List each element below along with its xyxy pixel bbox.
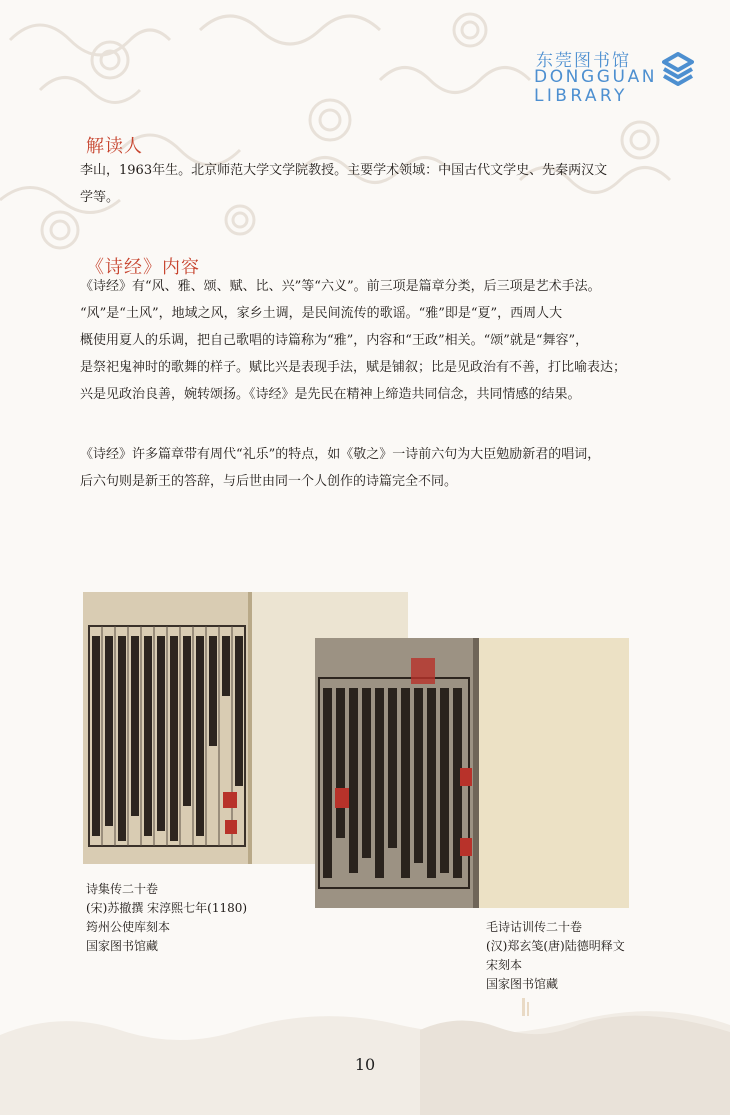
landscape-decoration — [0, 990, 730, 1115]
caption-line: 毛诗诂训传二十卷 — [486, 920, 583, 934]
text-line: “风”是“土风”，地域之风，家乡土调，是民间流传的歌谣。“雅”即是“夏”，西周人大 — [80, 306, 563, 321]
text-line: 学等。 — [80, 190, 120, 205]
text-line: 《诗经》有“风、雅、颂、赋、比、兴”等“六义”。前三项是篇章分类，后三项是艺术手法。 — [80, 279, 601, 294]
text-line: 《诗经》许多篇章带有周代“礼乐”的特点，如《敬之》一诗前六句为大臣勉励新君的唱词， — [80, 447, 601, 462]
content-heading: 《诗经》内容 — [86, 257, 200, 278]
library-logo — [530, 46, 700, 106]
text-line: 是祭祀鬼神时的歌舞的样子。赋比兴是表现手法，赋是铺叙；比是见政治有不善，打比喻表达； — [80, 360, 627, 375]
caption-line: 国家图书馆藏 — [486, 977, 559, 991]
caption-line: 宋刻本 — [486, 958, 523, 972]
cloud-pattern-background — [0, 0, 730, 260]
caption-line: 筠州公使库刻本 — [86, 920, 171, 934]
text-line: 后六句则是新王的答辞，与后世由同一个人创作的诗篇完全不同。 — [80, 474, 458, 489]
book-stack-icon — [662, 52, 694, 86]
text-line: 兴是见政治良善，婉转颂扬。《诗经》是先民在精神上缔造共同信念，共同情感的结果。 — [80, 387, 581, 402]
caption-maoshi — [486, 918, 625, 994]
logo-chinese-name: 东莞图书馆 — [536, 51, 631, 71]
interpreter-heading: 解读人 — [86, 136, 143, 157]
logo-english-line1: DONGGUAN — [534, 67, 658, 87]
logo-english-line2: LIBRARY — [534, 86, 628, 106]
content-paragraph-1 — [80, 273, 670, 408]
content-paragraph-2 — [80, 441, 670, 495]
caption-line: (汉)郑玄笺(唐)陆德明释文 — [486, 939, 625, 953]
interpreter-bio — [80, 157, 670, 211]
caption-line: 诗集传二十卷 — [86, 882, 159, 896]
page-number: 10 — [354, 1055, 376, 1074]
caption-line: 国家图书馆藏 — [86, 939, 159, 953]
caption-shijizhuan — [86, 880, 247, 956]
caption-line: (宋)苏撤撰 宋淳熙七年(1180) — [86, 901, 248, 915]
text-line: 概使用夏人的乐调，把自己歌唱的诗篇称为“雅”，内容和“王政”相关。“颂”就是“舞容”， — [80, 333, 589, 348]
book-photo-maoshi — [315, 638, 629, 908]
text-line: 李山，1963年生。北京师范大学文学院教授。主要学术领域：中国古代文学史、先秦两汉文 — [80, 163, 608, 178]
